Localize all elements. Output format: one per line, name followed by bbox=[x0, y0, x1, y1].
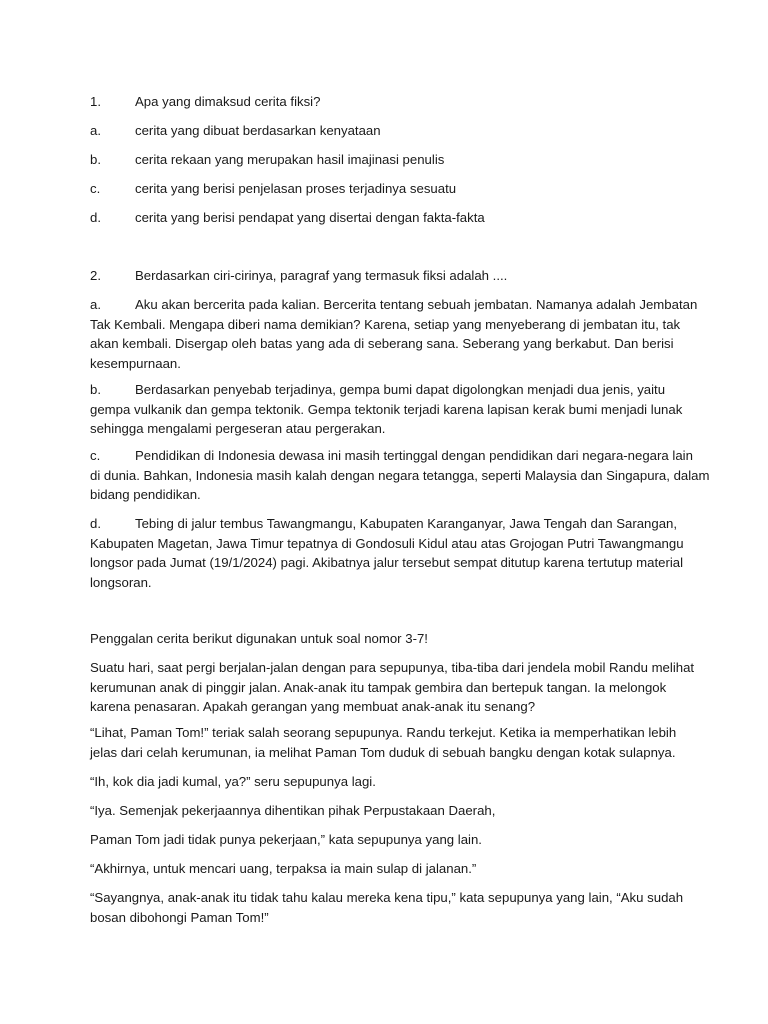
option-marker: d. bbox=[90, 516, 101, 531]
option-marker: a. bbox=[90, 297, 101, 312]
story-line: “Lihat, Paman Tom!” teriak salah seorang sepupunya. Randu terkejut. Ketika ia memperhatikan lebih bbox=[90, 725, 677, 740]
question-text: Apa yang dimaksud cerita fiksi? bbox=[135, 94, 321, 109]
option-marker: c. bbox=[90, 448, 101, 463]
question-text: Berdasarkan ciri-cirinya, paragraf yang termasuk fiksi adalah .... bbox=[135, 268, 508, 283]
option-text: cerita yang berisi penjelasan proses terjadinya sesuatu bbox=[135, 181, 457, 196]
story-paragraph-3 bbox=[90, 772, 680, 792]
story-paragraph-5 bbox=[90, 830, 680, 850]
option-marker: c. bbox=[90, 181, 101, 196]
story-intro-text: Penggalan cerita berikut digunakan untuk soal nomor 3-7! bbox=[90, 631, 428, 646]
question-1 bbox=[90, 92, 680, 112]
option-line: Aku akan bercerita pada kalian. Bercerita tentang sebuah jembatan. Namanya adalah Jembatan bbox=[135, 297, 698, 312]
story-line: bosan dibohongi Paman Tom!” bbox=[90, 909, 269, 925]
question-2 bbox=[90, 266, 680, 286]
option-text: cerita yang dibuat berdasarkan kenyataan bbox=[135, 123, 381, 138]
q1-option-a bbox=[90, 121, 680, 141]
q2-option-b bbox=[90, 380, 683, 439]
story-paragraph-6 bbox=[90, 859, 680, 879]
option-line: Tak Kembali. Mengapa diberi nama demikian? Karena, setiap yang menyeberang di jembatan itu, tak bbox=[90, 316, 681, 332]
option-marker: d. bbox=[90, 210, 101, 225]
option-line: longsoran. bbox=[90, 574, 152, 590]
option-line: sehingga mengalami pergeseran atau pergerakan. bbox=[90, 421, 386, 437]
option-marker: b. bbox=[90, 152, 101, 167]
q2-option-a bbox=[90, 295, 698, 373]
story-line: “Ih, kok dia jadi kumal, ya?” seru sepupunya lagi. bbox=[90, 774, 376, 789]
story-paragraph-4 bbox=[90, 801, 680, 821]
story-line: jelas dari celah kerumunan, ia melihat Paman Tom duduk di sebuah bangku dengan kotak sulapnya. bbox=[90, 744, 676, 760]
story-line: kerumunan anak di pinggir jalan. Anak-anak itu tampak gembira dan bertepuk tangan. Ia melongok bbox=[90, 679, 667, 695]
option-text: cerita rekaan yang merupakan hasil imajinasi penulis bbox=[135, 152, 445, 167]
option-line: Tebing di jalur tembus Tawangmangu, Kabupaten Karanganyar, Jawa Tengah dan Sarangan, bbox=[135, 516, 678, 531]
option-line: di dunia. Bahkan, Indonesia masih kalah dengan negara tetangga, seperti Malaysia dan Singapura, dalam bbox=[90, 467, 710, 483]
story-intro bbox=[90, 629, 680, 649]
q1-option-b bbox=[90, 150, 680, 170]
question-number: 2. bbox=[90, 268, 101, 283]
question-2-stem bbox=[90, 266, 680, 286]
story-line: “Sayangnya, anak-anak itu tidak tahu kalau mereka kena tipu,” kata sepupunya yang lain, “Aku sudah bbox=[90, 890, 684, 905]
option-line: kesempurnaan. bbox=[90, 355, 181, 371]
option-text: cerita yang berisi pendapat yang disertai dengan fakta-fakta bbox=[135, 210, 485, 225]
story-paragraph-7 bbox=[90, 888, 684, 927]
q2-option-d bbox=[90, 514, 684, 592]
story-paragraph-2 bbox=[90, 723, 680, 762]
story-paragraph-1 bbox=[90, 658, 695, 717]
option-line: bidang pendidikan. bbox=[90, 487, 201, 503]
option-line: gempa vulkanik dan gempa tektonik. Gempa tektonik terjadi karena lapisan kerak bumi menjadi lunak bbox=[90, 401, 683, 417]
question-1-stem bbox=[90, 92, 680, 112]
story-line: “Iya. Semenjak pekerjaannya dihentikan pihak Perpustakaan Daerah, bbox=[90, 803, 496, 818]
story-line: Paman Tom jadi tidak punya pekerjaan,” kata sepupunya yang lain. bbox=[90, 832, 482, 847]
story-line: karena penasaran. Apakah gerangan yang membuat anak-anak itu senang? bbox=[90, 699, 536, 715]
q1-option-d bbox=[90, 208, 680, 228]
option-marker: a. bbox=[90, 123, 101, 138]
question-number: 1. bbox=[90, 94, 101, 109]
q1-option-c bbox=[90, 179, 680, 199]
option-line: Kabupaten Magetan, Jawa Timur tepatnya di Gondosuli Kidul atau atas Grojogan Putri Tawangmangu bbox=[90, 535, 684, 551]
story-line: Suatu hari, saat pergi berjalan-jalan dengan para sepupunya, tiba-tiba dari jendela mobil Randu melihat bbox=[90, 660, 695, 675]
q2-option-c bbox=[90, 446, 710, 505]
option-line: longsor pada Jumat (19/1/2024) pagi. Akibatnya jalur tersebut sempat ditutup karena tertutup material bbox=[90, 555, 684, 571]
option-line: Berdasarkan penyebab terjadinya, gempa bumi dapat digolongkan menjadi dua jenis, yaitu bbox=[135, 382, 666, 397]
story-line: “Akhirnya, untuk mencari uang, terpaksa ia main sulap di jalanan.” bbox=[90, 861, 477, 876]
option-line: Pendidikan di Indonesia dewasa ini masih tertinggal dengan pendidikan dari negara-negara lain bbox=[135, 448, 693, 463]
option-line: akan kembali. Disergap oleh batas yang ada di seberang sana. Seberang yang berkabut. Dan berisi bbox=[90, 336, 674, 352]
option-marker: b. bbox=[90, 382, 101, 397]
